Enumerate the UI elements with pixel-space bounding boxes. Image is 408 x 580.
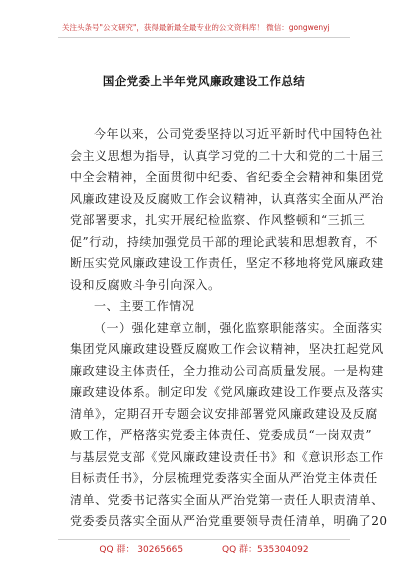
body-line: （一）强化建章立制，强化监察职能落实。全面落实 [94, 320, 383, 335]
body-line: 清单》，定期召开专题会议安排部署党风廉政建设及反腐 [70, 406, 378, 421]
body-line: 一、主要工作情况 [94, 299, 195, 313]
footer-qq-group: QQ 群： 30265665 [99, 545, 184, 555]
document-title: 国企党委上半年党风廉政建设工作总结 [102, 74, 306, 88]
body-line: 今年以来，公司党委坚持以习近平新时代中国特色社 [94, 127, 383, 141]
footer-divider [58, 539, 350, 540]
body-line: 廉政建设主体责任，全力推动公司高质量发展。一是构建 [70, 363, 384, 378]
header-banner: 关注头条号"公文研究"，获得最新最全最专业的公文资料库！ 微信：gongwenyj [62, 23, 330, 32]
body-line: 败工作，严格落实党委主体责任、党委成员“一岗双责” [70, 428, 373, 442]
document-body [70, 124, 388, 533]
footer [0, 542, 408, 555]
body-line: 促”行动，持续加强党员干部的理论武装和思想教育，不 [70, 234, 378, 249]
body-line: 与基层党支部《党风廉政建设责任书》和《意识形态工作 [70, 449, 384, 464]
body-line: 清单、党委书记落实全面从严治党第一责任人职责清单、 [70, 492, 384, 507]
footer-qq-alt: QQ 群：535304092 [222, 545, 309, 555]
body-line: 中全会精神，全面贯彻中纪委、省纪委全会精神和集团党 [70, 170, 384, 184]
body-line: 廉政建设体系。制定印发《党风廉政建设工作要点及落实 [70, 385, 384, 399]
body-line: 目标责任书》，分层梳理党委落实全面从严治党主体责任 [70, 471, 378, 485]
body-line: 党委委员落实全面从严治党重要领导责任清单，明确了20 [70, 514, 388, 528]
body-line: 会主义思想为指导，认真学习党的二十大和党的二十届三 [70, 148, 384, 163]
body-line: 风廉政建设及反腐败工作会议精神，认真落实全面从严治 [70, 191, 384, 206]
body-line: 集团党风廉政建设暨反腐败工作会议精神，坚决扛起党风 [70, 342, 384, 356]
header-divider [58, 37, 350, 38]
body-line: 断压实党风廉政建设工作责任，坚定不移地将党风廉政建 [70, 256, 384, 270]
body-line: 设和反腐败斗争引向深入。 [70, 277, 221, 292]
body-line: 党部署要求，扎实开展纪检监察、作风整顿和“三抓三 [70, 213, 366, 227]
